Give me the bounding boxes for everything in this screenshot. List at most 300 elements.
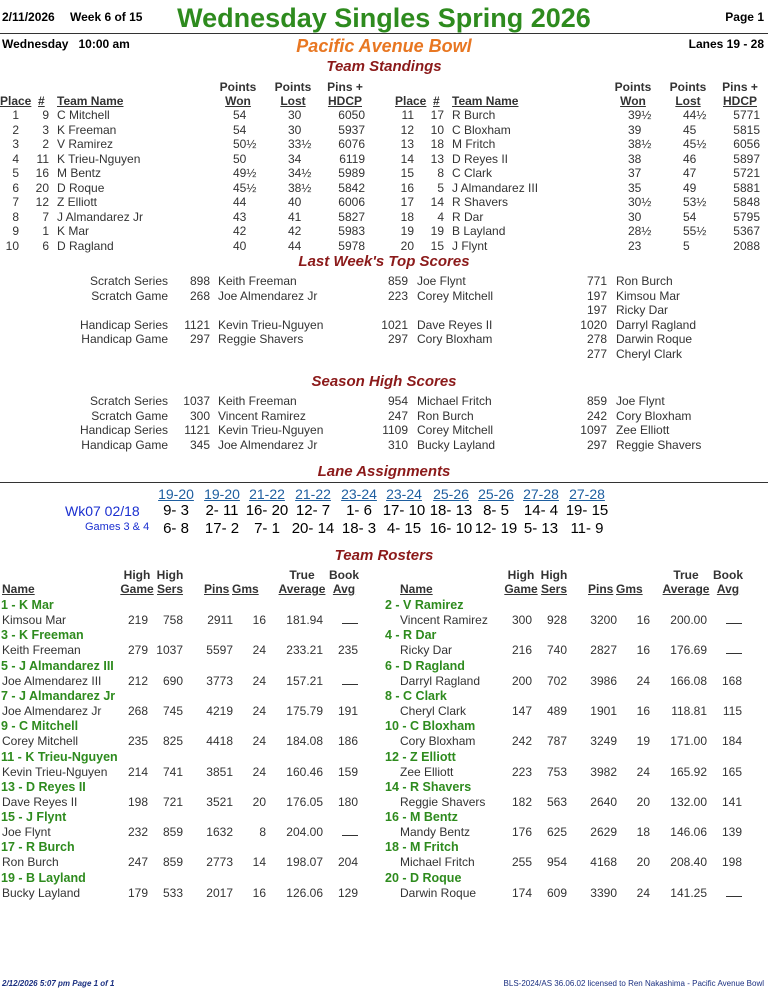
bowler-name: Bucky Layland [417,437,496,452]
score-value: 297 [387,332,408,346]
standing-points-lost: 44 [288,238,302,253]
standing-pins-hdcp: 2088 [733,238,760,253]
score-category: Scratch Game [91,288,168,303]
roster-bowler-name: Dave Reyes II [2,794,78,809]
standing-team-name: D Roque [57,180,105,195]
games-label: Games 3 & 4 [85,521,150,533]
roster-pins: 3390 [590,885,617,900]
standing-team-name: R Dar [452,209,484,224]
roster-games: 14 [252,855,266,870]
standing-points-lost: 55½ [683,224,707,238]
match-pairing-games-1-2: 2- 11 [205,502,239,519]
standing-points-won: 39½ [628,108,652,122]
standing-pins-hdcp: 6119 [339,151,365,166]
roster-games: 24 [252,734,266,749]
roster-team-heading: 5 - J Almandarez III [1,658,114,673]
standing-place: 15 [400,166,414,180]
score-value: 1021 [381,317,408,332]
roster-high-game: 235 [127,734,148,749]
roster-bowler-name: Kimsou Mar [2,613,67,627]
last-week-title: Last Week's Top Scores [298,253,470,270]
roster-high-series: 740 [546,643,567,658]
standing-place: 3 [12,137,19,151]
standing-team-name: J Almandarez Jr [57,209,144,224]
standing-points-lost: 38½ [288,180,312,195]
standing-place: 11 [401,108,414,122]
standing-place: 17 [400,195,414,209]
match-pairing-games-3-4: 17- 2 [204,520,240,537]
score-category: Scratch Series [89,394,168,408]
roster-high-series: 825 [162,734,183,749]
match-pairing-games-3-4: 11- 9 [570,520,604,537]
bowler-name: Ron Burch [616,274,673,288]
roster-team-heading: 11 - K Trieu-Nguyen [1,749,118,764]
standing-team-number: 5 [437,180,444,195]
score-value: 197 [586,303,607,317]
roster-book-average: 186 [337,734,358,749]
roster-book-average: 165 [721,764,742,779]
header-high-game: Game [504,582,538,596]
roster-bowler-name: Zee Elliott [400,764,454,779]
roster-true-average: 166.08 [670,673,707,688]
standing-points-won: 38½ [628,137,652,151]
bowler-name: Ron Burch [417,408,474,423]
header-divider [0,33,768,34]
standing-pins-hdcp: 5978 [338,238,365,253]
roster-book-average-blank [342,825,358,839]
standing-team-number: 17 [430,108,444,122]
roster-true-average: 132.00 [670,794,707,809]
header-book-average-top: Book [329,568,359,582]
standing-team-number: 10 [430,122,444,137]
score-value: 1121 [184,423,210,437]
header-true-average: Average [662,582,710,596]
roster-bowler-name: Corey Mitchell [2,734,79,749]
roster-team-heading: 18 - M Fritch [385,840,459,855]
roster-book-average-blank [342,674,358,688]
roster-true-average: 118.81 [671,703,707,718]
roster-book-average-blank [726,613,742,627]
standing-points-won: 50 [233,151,247,166]
roster-pins: 3986 [590,673,617,688]
roster-team-heading: 12 - Z Elliott [385,749,456,764]
lane-pair-header: 21-22 [249,486,285,502]
match-pairing-games-1-2: 8- 5 [483,502,509,519]
roster-true-average: 141.25 [670,885,707,900]
roster-high-series: 609 [546,885,567,900]
header-pins-top: Pins + [722,80,758,94]
header-games: Gms [616,582,643,596]
standing-points-lost: 34 [288,151,302,166]
roster-high-game: 255 [511,855,532,870]
standings-title: Team Standings [326,58,442,75]
report-date: 2/11/2026 [2,10,55,24]
roster-high-game: 176 [511,825,532,840]
header-points-won-top: Points [219,80,257,94]
roster-games: 24 [636,885,650,900]
roster-bowler-name: Ron Burch [2,855,59,870]
standing-place: 6 [12,180,19,195]
lane-pair-header: 25-26 [433,486,469,502]
header-pins: Pins [588,582,614,596]
roster-high-series: 928 [546,613,567,627]
roster-book-average: 159 [337,764,358,779]
standing-pins-hdcp: 5815 [733,122,760,137]
standing-place: 16 [400,180,414,195]
standing-points-lost: 30 [288,108,302,122]
roster-pins: 4418 [206,734,233,749]
score-value: 197 [586,288,607,303]
roster-team-heading: 20 - D Roque [385,870,462,885]
roster-high-series: 745 [162,703,183,718]
roster-games: 24 [252,764,266,779]
roster-high-series: 1037 [156,643,183,658]
score-value: 954 [387,394,408,408]
score-value: 300 [189,408,210,423]
score-value: 247 [387,408,408,423]
roster-book-average: 129 [337,885,358,900]
roster-book-average-blank [726,643,742,657]
standing-team-number: 4 [437,209,444,224]
roster-true-average: 157.21 [286,673,323,688]
roster-high-game: 232 [127,825,148,840]
standing-team-number: 20 [35,180,49,195]
roster-bowler-name: Cory Bloxham [400,734,476,749]
roster-high-series: 702 [546,673,567,688]
standing-place: 20 [400,238,414,253]
standing-points-lost: 45½ [683,137,707,151]
roster-high-series: 787 [546,734,567,749]
header-book-average: Avg [716,582,740,596]
standing-pins-hdcp: 5989 [338,166,365,180]
roster-games: 24 [636,673,650,688]
roster-pins: 3982 [590,764,617,779]
standing-place: 19 [400,224,414,238]
header-team-number: # [433,94,440,108]
score-value: 223 [387,288,408,303]
roster-bowler-name: Mandy Bentz [400,825,471,840]
bowler-name: Corey Mitchell [417,423,494,437]
roster-book-average-blank [342,613,358,627]
standing-points-won: 30 [628,209,642,224]
standing-points-won: 50½ [233,137,257,151]
header-points-won: Won [225,94,251,108]
standing-team-number: 12 [35,195,49,209]
roster-bowler-name: Joe Almendarez Jr [2,703,102,718]
roster-bowler-name: Joe Flynt [2,825,51,840]
lane-pair-header: 23-24 [341,486,377,502]
match-pairing-games-1-2: 16- 20 [245,502,289,519]
standing-place: 2 [12,122,19,137]
standing-points-lost: 41 [288,209,302,224]
roster-true-average: 126.06 [286,885,323,900]
standing-pins-hdcp: 5721 [733,166,760,180]
standing-pins-hdcp: 6050 [338,108,365,122]
standing-points-won: 39 [628,122,642,137]
roster-team-heading: 6 - D Ragland [385,658,465,673]
lanes-range: Lanes 19 - 28 [688,37,764,51]
standing-place: 13 [400,137,414,151]
standing-team-name: C Clark [452,166,493,180]
lane-pair-header: 23-24 [386,486,422,502]
roster-pins: 3851 [206,764,233,779]
match-pairing-games-1-2: 12- 7 [295,502,331,519]
roster-bowler-name: Vincent Ramirez [400,613,488,627]
roster-high-series: 954 [546,855,567,870]
standing-place: 10 [5,238,19,253]
bowler-name: Cheryl Clark [616,346,683,361]
header-name: Name [400,582,433,596]
standing-team-name: V Ramirez [57,137,114,151]
header-true-average-top: True [289,568,315,582]
match-pairing-games-1-2: 14- 4 [523,502,559,519]
roster-games: 20 [252,794,266,809]
bowler-name: Cory Bloxham [417,332,493,346]
roster-book-average: 184 [721,734,742,749]
lane-divider [0,482,768,483]
bowler-name: Reggie Shavers [616,437,702,452]
roster-high-game: 212 [127,673,148,688]
standing-pins-hdcp: 5842 [338,180,365,195]
roster-high-series: 753 [546,764,567,779]
standing-team-name: J Almandarez III [452,180,539,195]
roster-high-game: 216 [511,643,532,658]
lane-pair-header: 19-20 [204,486,240,502]
roster-true-average: 171.00 [670,734,707,749]
header-high-series: Sers [540,582,568,596]
roster-games: 8 [259,825,266,840]
match-pairing-games-3-4: 6- 8 [163,520,189,537]
standing-team-name: R Shavers [452,195,509,209]
standing-team-number: 2 [42,137,49,151]
standing-team-number: 9 [42,108,49,122]
match-pairing-games-1-2: 1- 6 [346,502,372,519]
roster-high-game: 174 [511,885,532,900]
roster-pins: 1901 [590,703,617,718]
standing-team-name: C Mitchell [57,108,110,122]
roster-pins: 3200 [590,613,617,627]
roster-team-heading: 14 - R Shavers [385,779,472,794]
league-title: Wednesday Singles Spring 2026 [177,3,591,33]
score-value: 242 [586,408,607,423]
standing-points-lost: 44½ [683,108,707,122]
standing-team-name: Z Elliott [57,195,98,209]
standing-team-number: 16 [35,166,49,180]
roster-high-game: 200 [511,673,532,688]
roster-high-game: 247 [127,855,148,870]
roster-true-average: 204.00 [286,825,323,840]
score-value: 771 [586,274,607,288]
bowler-name: Keith Freeman [218,394,297,408]
roster-high-game: 268 [127,703,148,718]
roster-high-game: 198 [127,794,148,809]
match-pairing-games-3-4: 7- 1 [254,520,280,537]
standing-team-name: K Trieu-Nguyen [57,151,141,166]
roster-games: 20 [636,794,650,809]
roster-book-average: 235 [337,643,358,658]
header-high-game: Game [120,582,154,596]
roster-high-game: 179 [127,885,148,900]
roster-team-heading: 15 - J Flynt [1,810,67,825]
score-category: Scratch Game [91,408,168,423]
roster-team-heading: 8 - C Clark [385,688,447,703]
roster-games: 24 [252,703,266,718]
score-value: 345 [189,437,210,452]
roster-games: 16 [636,643,650,658]
season-high-title: Season High Scores [311,373,457,390]
lane-pair-header: 21-22 [295,486,331,502]
standing-team-name: B Layland [452,224,506,238]
roster-bowler-name: Darryl Ragland [400,673,481,688]
roster-games: 16 [252,885,266,900]
roster-pins: 3773 [206,673,233,688]
standing-points-lost: 40 [288,195,302,209]
header-points-lost: Lost [675,94,701,108]
roster-bowler-name: Ricky Dar [400,643,453,658]
standing-points-lost: 42 [288,224,302,238]
standing-team-number: 3 [42,122,49,137]
score-value: 297 [189,332,210,346]
bowler-name: Kevin Trieu-Nguyen [218,423,324,437]
print-timestamp: 2/12/2026 5:07 pm Page 1 of 1 [2,979,115,988]
header-place: Place [395,94,427,108]
roster-team-heading: 7 - J Almandarez Jr [1,688,116,703]
roster-pins: 2773 [206,855,233,870]
roster-high-series: 690 [162,673,183,688]
roster-high-game: 182 [511,794,532,809]
bowling-center-name: Pacific Avenue Bowl [296,36,472,56]
roster-high-series: 563 [546,794,567,809]
standing-points-won: 43 [233,209,247,224]
standing-team-name: C Bloxham [452,122,511,137]
standing-points-won: 44 [233,195,247,209]
roster-book-average: 204 [337,855,358,870]
lane-pair-header: 19-20 [158,486,194,502]
roster-high-game: 214 [127,764,148,779]
standing-place: 14 [400,151,414,166]
roster-pins: 2629 [590,825,617,840]
roster-book-average: 180 [337,794,358,809]
roster-games: 18 [636,825,650,840]
roster-high-game: 279 [127,643,148,658]
roster-high-game: 147 [511,703,532,718]
standing-place: 18 [400,209,414,224]
bowler-name: Reggie Shavers [218,332,304,346]
roster-team-heading: 1 - K Mar [1,598,54,612]
standing-team-number: 13 [430,151,444,166]
score-category: Handicap Game [81,332,168,346]
header-pins-hdcp: HDCP [722,94,757,108]
header-high-game-top: High [507,568,535,582]
match-pairing-games-3-4: 20- 14 [291,520,335,537]
roster-high-series: 758 [162,613,183,627]
match-pairing-games-1-2: 18- 13 [429,502,473,519]
score-value: 1020 [580,317,607,332]
standing-team-number: 6 [42,238,49,253]
roster-high-game: 219 [127,613,148,627]
score-value: 1109 [382,423,408,437]
score-value: 278 [586,332,607,346]
roster-team-heading: 13 - D Reyes II [1,779,86,794]
roster-true-average: 208.40 [670,855,707,870]
roster-pins: 4168 [590,855,617,870]
bowler-name: Joe Almendarez Jr [218,437,318,452]
standing-points-lost: 47 [683,166,697,180]
score-value: 1121 [184,317,210,332]
standing-points-won: 42 [233,224,247,238]
lane-pair-header: 27-28 [569,486,605,502]
roster-true-average: 200.00 [670,613,707,627]
match-pairing-games-1-2: 17- 10 [382,502,426,519]
roster-games: 19 [636,734,650,749]
standing-place: 7 [12,195,19,209]
match-pairing-games-3-4: 16- 10 [429,520,473,537]
roster-pins: 3249 [590,734,617,749]
bowler-name: Joe Flynt [417,274,466,288]
roster-high-series: 533 [162,885,183,900]
standing-points-won: 28½ [628,224,652,238]
standing-points-won: 54 [233,122,247,137]
roster-bowler-name: Reggie Shavers [400,794,486,809]
roster-book-average: 139 [721,825,742,840]
standing-points-lost: 30 [288,122,302,137]
lane-assignments-title: Lane Assignments [317,463,451,480]
bowler-name: Kimsou Mar [616,288,681,303]
lane-pair-header: 25-26 [478,486,514,502]
roster-high-series: 489 [546,703,567,718]
roster-team-heading: 17 - R Burch [1,840,75,855]
standing-team-name: K Freeman [57,122,117,137]
header-name: Name [2,582,35,596]
roster-true-average: 198.07 [286,855,323,870]
header-games: Gms [232,582,259,596]
standing-pins-hdcp: 6056 [733,137,760,151]
roster-true-average: 160.46 [286,764,323,779]
roster-pins: 2911 [207,613,233,627]
standing-team-name: M Fritch [452,137,496,151]
standing-points-won: 45½ [233,180,257,195]
roster-pins: 5597 [206,643,233,658]
header-points-won-top: Points [614,80,652,94]
standing-points-lost: 53½ [683,195,707,209]
header-book-average: Avg [332,582,356,596]
roster-true-average: 146.06 [670,825,707,840]
roster-book-average-blank [726,886,742,900]
match-pairing-games-3-4: 5- 13 [523,520,559,537]
roster-pins: 2640 [590,794,617,809]
roster-bowler-name: Joe Almendarez III [2,673,102,688]
header-points-won: Won [620,94,646,108]
roster-games: 24 [252,643,266,658]
roster-high-series: 859 [162,855,183,870]
roster-games: 16 [636,613,650,627]
standing-place: 1 [12,108,19,122]
score-category: Handicap Series [79,423,168,437]
license-text: BLS-2024/AS 36.06.02 licensed to Ren Nakashima - Pacific Avenue Bowl [503,979,764,988]
roster-high-game: 242 [511,734,532,749]
header-team-number: # [38,94,45,108]
roster-bowler-name: Darwin Roque [400,885,477,900]
standing-pins-hdcp: 5795 [733,209,760,224]
roster-pins: 2017 [206,885,233,900]
score-value: 898 [189,274,210,288]
standing-team-name: M Bentz [57,166,102,180]
bowler-name: Kevin Trieu-Nguyen [218,317,324,332]
header-points-lost: Lost [280,94,306,108]
week-date-label: Wk07 02/18 [65,503,140,519]
standing-pins-hdcp: 5881 [733,180,760,195]
score-value: 859 [387,274,408,288]
